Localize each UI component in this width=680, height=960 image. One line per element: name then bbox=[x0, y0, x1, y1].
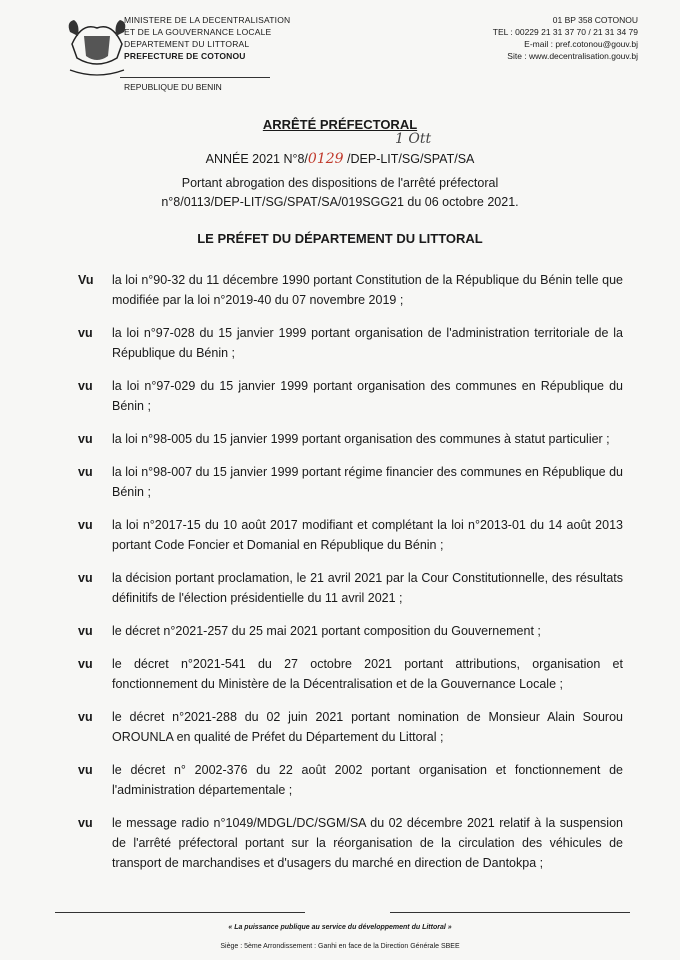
visa-item bbox=[78, 813, 623, 873]
decree-subject bbox=[0, 174, 680, 212]
footer-divider-right bbox=[390, 912, 630, 913]
ministry-line: MINISTERE DE LA DECENTRALISATION bbox=[124, 15, 291, 25]
visa-label: vu bbox=[78, 432, 93, 446]
visa-label: Vu bbox=[78, 273, 94, 287]
contact-phone: TEL : 00229 21 31 37 70 / 21 31 34 79 bbox=[492, 27, 638, 37]
subject-line: Portant abrogation des dispositions de l'arrêté préfectoral bbox=[181, 176, 499, 190]
visa-text: la décision portant proclamation, le 21 avril 2021 par la Cour Constitutionnelle, des résultats définitifs de l'élection présidentielle du 11 avril 2021 ; bbox=[112, 571, 623, 605]
visa-label: vu bbox=[78, 816, 93, 830]
footer-divider-left bbox=[55, 912, 305, 913]
subject-line: n°8/0113/DEP-LIT/SG/SPAT/SA/019SGG21 du 06 octobre 2021. bbox=[161, 195, 519, 209]
republic-label: REPUBLIQUE DU BENIN bbox=[124, 82, 222, 92]
decree-number bbox=[0, 151, 680, 167]
contact-address: 01 BP 358 COTONOU bbox=[552, 15, 638, 25]
visa-label: vu bbox=[78, 624, 93, 638]
visa-item bbox=[78, 376, 623, 416]
visa-text: le message radio n°1049/MDGL/DC/SGM/SA du 02 décembre 2021 relatif à la suspension de l'arrêté préfectoral portant sur la réorganisation de la circulation des véhicules de transport de marchandises et d'usagers du marché en direction de Dantokpa ; bbox=[112, 816, 623, 870]
visa-text: le décret n° 2002-376 du 22 août 2002 portant organisation et fonctionnement de l'administration départementale ; bbox=[112, 763, 623, 797]
visa-text: la loi n°90-32 du 11 décembre 1990 portant Constitution de la République du Bénin telle que modifiée par la loi n°2019-40 du 07 novembre 2019 ; bbox=[112, 273, 623, 307]
ministry-block bbox=[124, 14, 290, 62]
decree-number-prefix: ANNÉE 2021 N°8/ bbox=[205, 152, 308, 166]
contact-block bbox=[493, 14, 638, 62]
prefet-heading: LE PRÉFET DU DÉPARTEMENT DU LITTORAL bbox=[197, 231, 483, 246]
document-title-text: ARRÊTÉ PRÉFECTORAL bbox=[262, 117, 418, 132]
visa-label: vu bbox=[78, 763, 93, 777]
visa-text: la loi n°2017-15 du 10 août 2017 modifiant et complétant la loi n°2013-01 du 14 août 2013 portant Code Foncier et Domanial en République du Bénin ; bbox=[112, 518, 623, 552]
visa-item bbox=[78, 760, 623, 800]
document-title bbox=[0, 117, 680, 132]
visa-label: vu bbox=[78, 326, 93, 340]
visa-label: vu bbox=[78, 657, 93, 671]
visa-item bbox=[78, 707, 623, 747]
visa-item bbox=[78, 429, 623, 449]
visa-item bbox=[78, 568, 623, 608]
visa-label: vu bbox=[78, 710, 93, 724]
visa-text: le décret n°2021-541 du 27 octobre 2021 portant attributions, organisation et fonctionnement du Ministère de la Décentralisation et de la Gouvernance Locale ; bbox=[112, 657, 623, 691]
visa-text: la loi n°98-007 du 15 janvier 1999 portant régime financier des communes en République du Bénin ; bbox=[112, 465, 623, 499]
coat-of-arms-logo bbox=[62, 14, 132, 84]
handwritten-annotation: 1 Ott bbox=[395, 131, 432, 147]
ministry-line: ET DE LA GOUVERNANCE LOCALE bbox=[124, 27, 272, 37]
visa-text: la loi n°97-028 du 15 janvier 1999 portant organisation de l'administration territoriale de la République du Bénin ; bbox=[112, 326, 623, 360]
footer-address: Siège : 5ème Arrondissement : Ganhi en face de la Direction Générale SBEE bbox=[220, 943, 460, 950]
contact-email: E-mail : pref.cotonou@gouv.bj bbox=[524, 39, 638, 49]
visa-item bbox=[78, 270, 623, 310]
prefecture-label: PREFECTURE DE COTONOU bbox=[124, 51, 246, 61]
visa-label: vu bbox=[78, 571, 93, 585]
header-divider bbox=[120, 77, 270, 78]
visa-item bbox=[78, 621, 623, 641]
footer-motto: « La puissance publique au service du développement du Littoral » bbox=[228, 924, 452, 931]
visa-text: la loi n°97-029 du 15 janvier 1999 portant organisation des communes en République du Bénin ; bbox=[112, 379, 623, 413]
visa-label: vu bbox=[78, 465, 93, 479]
visa-label: vu bbox=[78, 518, 93, 532]
visa-label: vu bbox=[78, 379, 93, 393]
visa-text: le décret n°2021-288 du 02 juin 2021 portant nomination de Monsieur Alain Sourou OROUNLA en qualité de Préfet du Département du Littoral ; bbox=[112, 710, 623, 744]
visa-item bbox=[78, 515, 623, 555]
visa-item bbox=[78, 323, 623, 363]
visa-item bbox=[78, 462, 623, 502]
contact-website: Site : www.decentralisation.gouv.bj bbox=[507, 51, 638, 61]
decree-handwritten-number: 0129 bbox=[307, 151, 344, 167]
visa-text: le décret n°2021-257 du 25 mai 2021 portant composition du Gouvernement ; bbox=[112, 624, 541, 638]
visa-item bbox=[78, 654, 623, 694]
decree-number-suffix: /DEP-LIT/SG/SPAT/SA bbox=[343, 152, 475, 166]
visas-list bbox=[78, 270, 623, 886]
ministry-line: DEPARTEMENT DU LITTORAL bbox=[124, 39, 250, 49]
visa-text: la loi n°98-005 du 15 janvier 1999 portant organisation des communes à statut particulier ; bbox=[112, 432, 610, 446]
